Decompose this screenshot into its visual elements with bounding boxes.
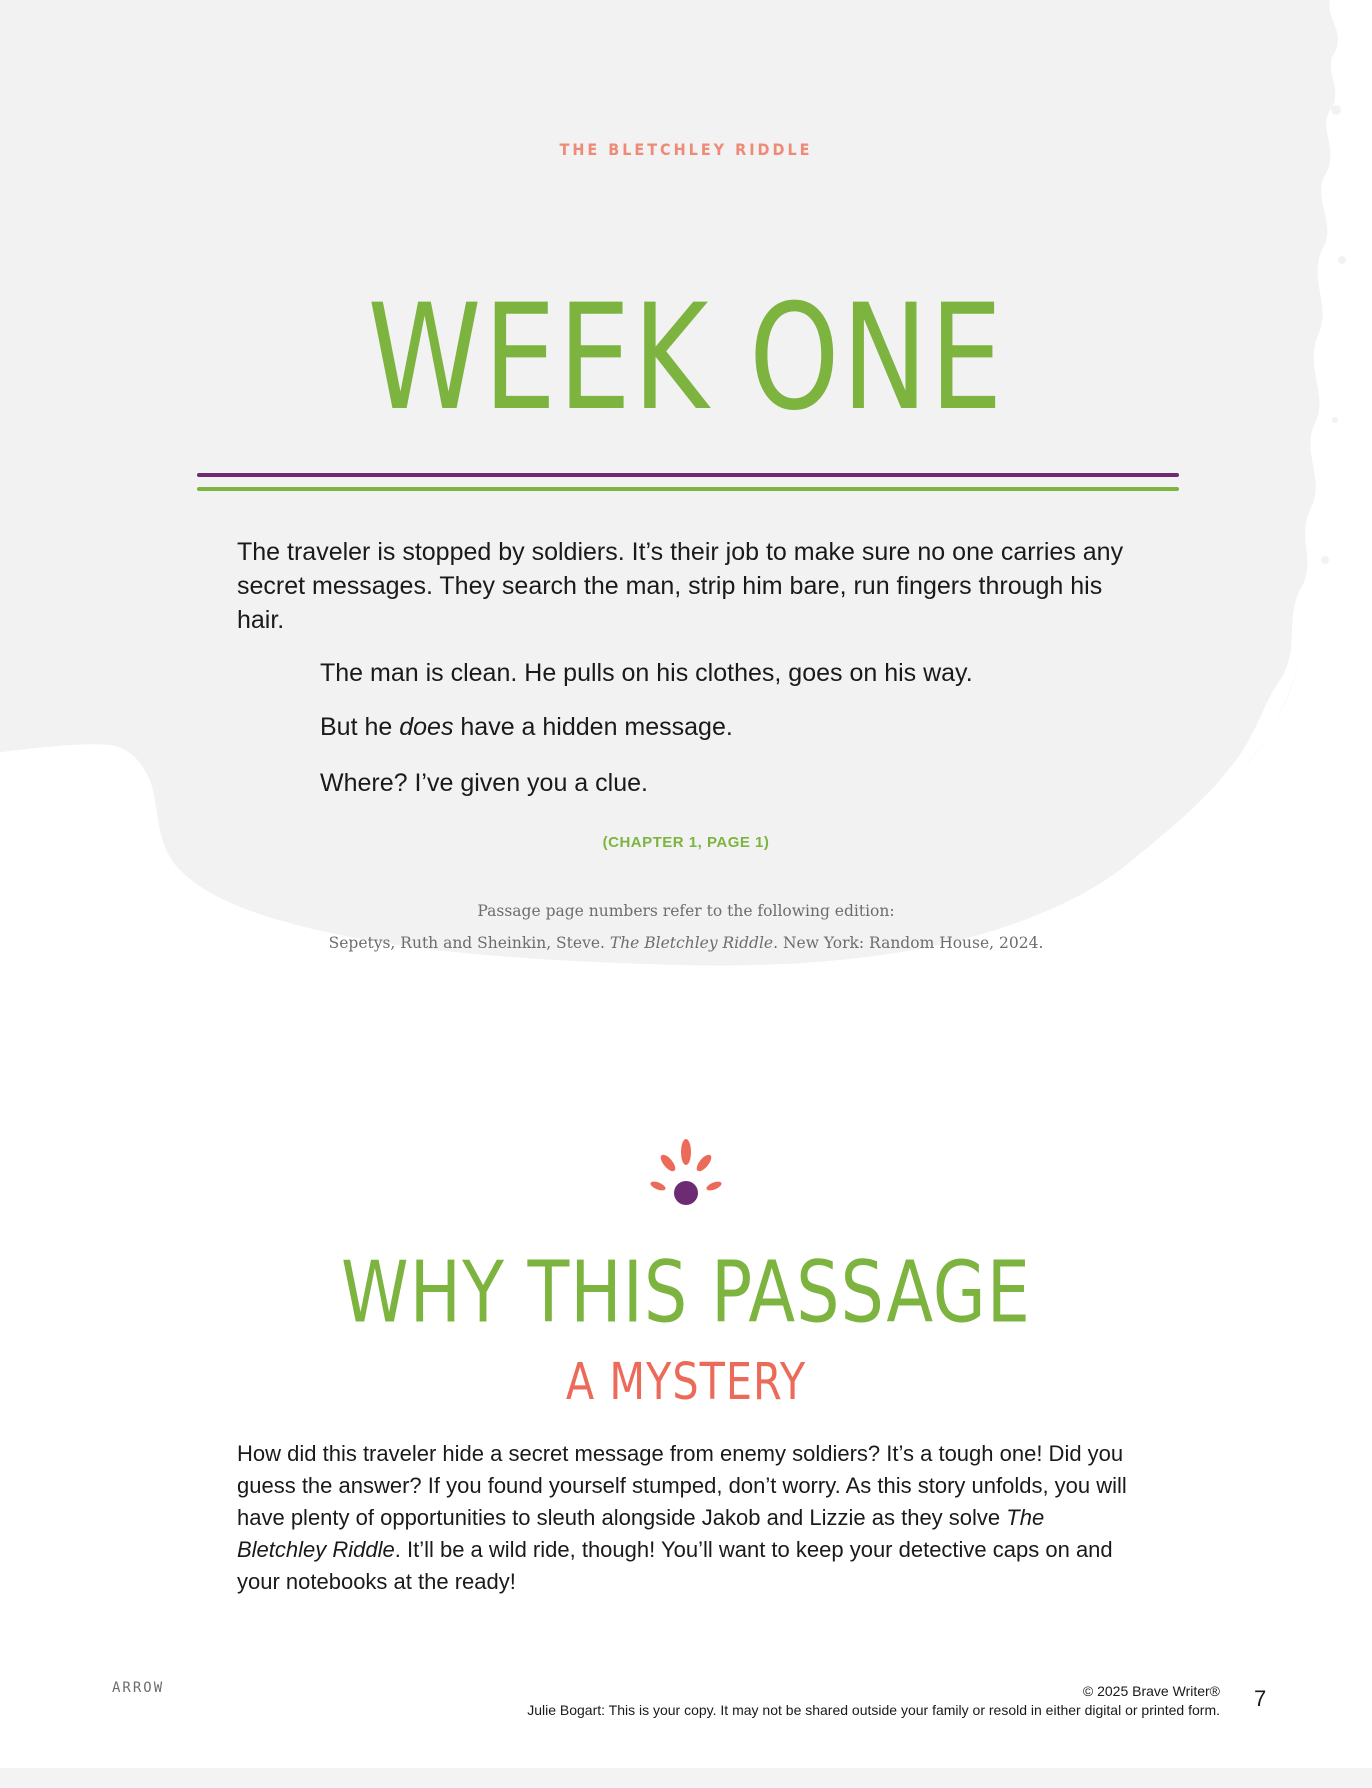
section-body-end: . It’ll be a wild ride, though! You’ll want to keep your detective caps on and your notebooks at the ready! [237,1537,1113,1594]
passage-emphasis: does [399,713,454,741]
edition-reference [0,934,1372,952]
section-body-start: How did this traveler hide a secret message from enemy soldiers? It’s a tough one! Did you guess the answer? If you found yourself stumped, don’t worry. As this story unfolds, you will have plenty of opportunities to sleuth alongside Jakob and Lizzie as they solve [237,1441,1127,1530]
page-bottom-edge [0,1768,1372,1788]
passage-paragraph-3 [320,710,1220,744]
passage-paragraph-3-end: have a hidden message. [453,713,733,741]
week-heading: WEEK ONE [367,273,1005,444]
passage-paragraph-2: The man is clean. He pulls on his clothes, goes on his way. [320,659,973,687]
edition-note: Passage page numbers refer to the following edition: [477,902,895,920]
passage-paragraph-4: Where? I’ve given you a clue. [320,769,648,797]
passage-paragraph-3-start: But he [320,713,400,741]
section-body [237,1438,1139,1598]
footer-license-notice: Julie Bogart: This is your copy. It may not be shared outside your family or resold in either digital or printed form. [527,1702,1220,1718]
footer-copyright: © 2025 Brave Writer® [1082,1683,1220,1699]
page-number: 7 [1254,1686,1267,1711]
passage-citation: (CHAPTER 1, PAGE 1) [602,834,770,851]
edition-book-title: The Bletchley Riddle [609,934,774,952]
running-header: THE BLETCHLEY RIDDLE [559,140,813,159]
footer-brand: ARROW [112,1680,165,1696]
passage-paragraph-1: The traveler is stopped by soldiers. It’s their job to make sure no one carries any secret messages. They search the man, strip him bare, run fingers through his hair. [237,538,1124,634]
edition-publisher: . New York: Random House, 2024. [773,934,1044,952]
section-body-book-title: The Bletchley Riddle [237,1505,1045,1562]
edition-authors: Sepetys, Ruth and Sheinkin, Steve. [328,934,610,952]
divider-rule-purple [197,473,1179,477]
section-heading: WHY THIS PASSAGE [341,1242,1031,1342]
divider-rule-green [197,487,1179,491]
section-subheading: A MYSTERY [565,1351,807,1411]
flower-burst-icon [646,1136,726,1208]
